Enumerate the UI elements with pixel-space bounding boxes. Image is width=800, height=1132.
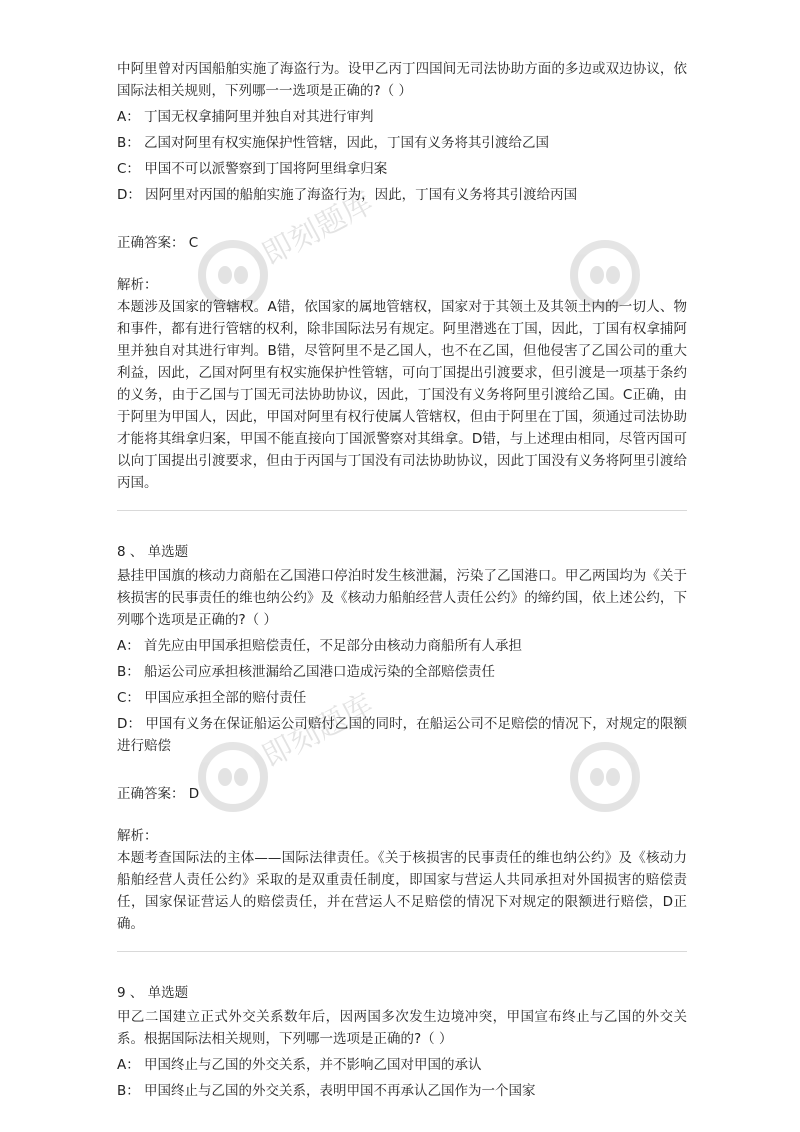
q7-option-a: A： 丁国无权拿捕阿里并独自对其进行审判 xyxy=(117,109,374,125)
q9-header: 9 、 单选题 xyxy=(117,985,189,1001)
q8-option-c: C： 甲国应承担全部的赔付责任 xyxy=(117,690,307,706)
q7-stem: 中阿里曾对丙国船舶实施了海盗行为。设甲乙丙丁四国间无司法协助方面的多边或双边协议，依国际法相关规则，下列哪一一选项是正确的?（ ） xyxy=(117,61,687,99)
q9-option-b: B： 甲国终止与乙国的外交关系，表明甲国不再承认乙国作为一个国家 xyxy=(117,1083,536,1099)
q8-option-d: D： 甲国有义务在保证船运公司赔付乙国的同时，在船运公司不足赔偿的情况下，对规定的限额进行赔偿 xyxy=(117,716,687,754)
q7-analysis: 本题涉及国家的管辖权。A错，依国家的属地管辖权，国家对于其领土及其领土内的一切人、物和事件，都有进行管辖的权利，除非国际法另有规定。阿里潜逃在丁国，因此，丁国有权拿捕阿里并独自对其进行审判。B错，尽管阿里不是乙国人，也不在乙国，但他侵害了乙国公司的重大利益，因此，乙国对阿里有权实施保护性管辖，可向丁国提出引渡要求，但引渡是一项基于条约的义务，由于乙国与丁国无司法协助协议，因此，丁国没有义务将阿里引渡给乙国。C正确，由于阿里为甲国人，因此，甲国对阿里有权行使属人管辖权，但由于阿里在丁国，须通过司法协助才能将其缉拿归案，甲国不能直接向丁国派警察对其缉拿。D错，与上述理由相同，尽管丙国可以向丁国提出引渡要求，但由于丙国与丁国没有司法协助协议，因此丁国没有义务将阿里引渡给丙国。 xyxy=(117,299,687,491)
q7-option-b: B： 乙国对阿里有权实施保护性管辖，因此，丁国有义务将其引渡给乙国 xyxy=(117,135,550,151)
q8-stem: 悬挂甲国旗的核动力商船在乙国港口停泊时发生核泄漏，污染了乙国港口。甲乙两国均为《关于核损害的民事责任的维也纳公约》及《核动力船舶经营人责任公约》的缔约国，依上述公约，下列哪个选项是正确的?（ ） xyxy=(117,568,687,628)
document-body xyxy=(117,58,687,1102)
watermark-text: 即刻题库 xyxy=(256,185,380,273)
q8-analysis: 本题考查国际法的主体——国际法律责任。《关于核损害的民事责任的维也纳公约》及《核动力船舶经营人责任公约》采取的是双重责任制度，即国家与营运人共同承担对外国损害的赔偿责任，国家保证营运人的赔偿责任，并在营运人不足赔偿的情况下对规定的限额进行赔偿，D正确。 xyxy=(117,850,687,932)
q8-option-b: B： 船运公司应承担核泄漏给乙国港口造成污染的全部赔偿责任 xyxy=(117,664,496,680)
q7-option-c: C： 甲国不可以派警察到丁国将阿里缉拿归案 xyxy=(117,161,388,177)
q9-stem: 甲乙二国建立正式外交关系数年后，因两国多次发生边境冲突，甲国宣布终止与乙国的外交关系。根据国际法相关规则，下列哪一选项是正确的?（ ） xyxy=(117,1009,687,1047)
q8-analysis-label: 解析： xyxy=(117,828,158,844)
watermark-text: 即刻题库 xyxy=(256,687,380,775)
q7-answer: 正确答案： C xyxy=(117,235,199,251)
q9-option-a: A： 甲国终止与乙国的外交关系，并不影响乙国对甲国的承认 xyxy=(117,1057,482,1073)
divider xyxy=(117,951,687,952)
q7-option-d: D： 因阿里对丙国的船舶实施了海盗行为，因此，丁国有义务将其引渡给丙国 xyxy=(117,187,578,203)
q8-header: 8 、 单选题 xyxy=(117,544,189,560)
q8-answer: 正确答案： D xyxy=(117,786,200,802)
divider xyxy=(117,510,687,511)
q7-analysis-label: 解析： xyxy=(117,277,158,293)
q8-option-a: A： 首先应由甲国承担赔偿责任，不足部分由核动力商船所有人承担 xyxy=(117,638,523,654)
